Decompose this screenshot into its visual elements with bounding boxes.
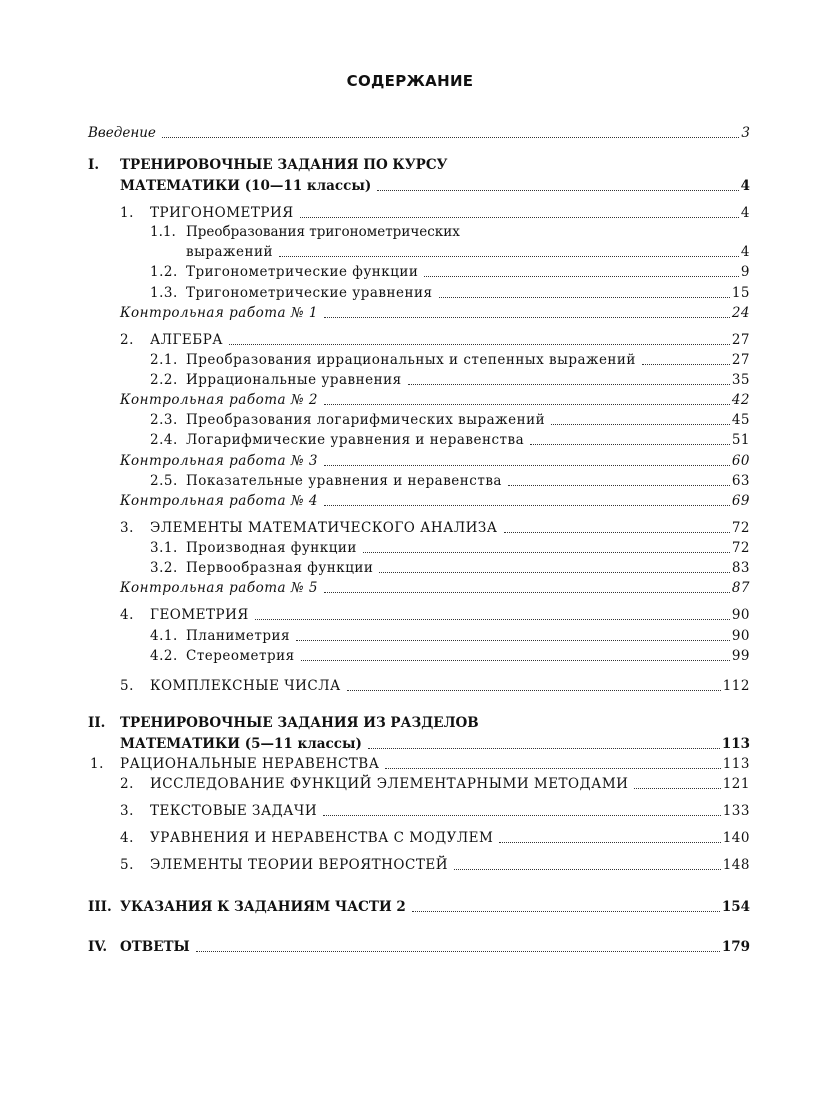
leader-dots [196, 951, 720, 952]
entry-page: 35 [731, 372, 750, 388]
leader-dots [347, 690, 721, 691]
leader-dots [551, 424, 730, 425]
toc-entry-cw1[interactable] [120, 304, 750, 322]
leader-dots [363, 552, 730, 553]
entry-title: выражений [186, 244, 273, 260]
part-2-number: II. [88, 715, 106, 731]
leader-dots [530, 444, 730, 445]
entry-title: РАЦИОНАЛЬНЫЕ НЕРАВЕНСТВА [120, 756, 380, 772]
entry-title: МАТЕМАТИКИ (10—11 классы) [120, 178, 372, 194]
leader-dots [499, 842, 720, 843]
entry-title: ОТВЕТЫ [120, 939, 190, 955]
entry-page: 113 [721, 736, 750, 752]
entry-title: Тригонометрические функции [186, 264, 419, 280]
entry-page: 69 [731, 493, 750, 509]
leader-dots [279, 256, 739, 257]
toc-entry-cw5[interactable] [120, 579, 750, 597]
entry-number: 2.2. [150, 372, 178, 388]
entry-number: IV. [88, 939, 108, 955]
toc-entry-2-1[interactable] [90, 755, 750, 773]
leader-dots [162, 137, 740, 138]
leader-dots [424, 276, 739, 277]
entry-title: Планиметрия [186, 628, 291, 644]
entry-title: Преобразования иррациональных и степенных выражений [186, 352, 636, 368]
toc-entry-1-2[interactable] [120, 331, 750, 349]
entry-title: Контрольная работа № 4 [120, 493, 319, 509]
entry-number: 3.2. [150, 560, 178, 576]
toc-entry-s25[interactable] [150, 472, 750, 490]
entry-page: 4 [740, 205, 750, 221]
toc-entry-s11-number: 1.1. [150, 224, 176, 240]
entry-page: 4 [740, 178, 750, 194]
entry-number: 1.2. [150, 264, 178, 280]
leader-dots [229, 344, 730, 345]
toc-entry-1-5[interactable] [120, 677, 750, 695]
toc-entry-s24[interactable] [150, 431, 750, 449]
entry-number: 2.3. [150, 412, 178, 428]
toc-entry-s23[interactable] [150, 411, 750, 429]
entry-title: Показательные уравнения и неравенства [186, 473, 502, 489]
leader-dots [324, 465, 730, 466]
toc-entry-s12[interactable] [150, 263, 750, 281]
entry-title: Контрольная работа № 1 [120, 305, 319, 321]
entry-page: 90 [731, 607, 750, 623]
toc-entry-s41[interactable] [150, 627, 750, 645]
entry-page: 42 [731, 392, 750, 408]
entry-title: ИССЛЕДОВАНИЕ ФУНКЦИЙ ЭЛЕМЕНТАРНЫМИ МЕТОДАМИ [150, 776, 629, 792]
entry-page: 3 [741, 125, 750, 141]
toc-entry-s21[interactable] [150, 351, 750, 369]
leader-dots [255, 619, 730, 620]
entry-page: 27 [731, 332, 750, 348]
leader-dots [368, 748, 720, 749]
entry-title: ГЕОМЕТРИЯ [150, 607, 249, 623]
leader-dots [439, 297, 730, 298]
entry-title: ТЕКСТОВЫЕ ЗАДАЧИ [150, 803, 318, 819]
entry-page: 24 [731, 305, 750, 321]
entry-number: 2. [120, 332, 134, 348]
leader-dots [634, 788, 720, 789]
entry-page: 90 [731, 628, 750, 644]
entry-page: 87 [731, 580, 750, 596]
entry-title: Контрольная работа № 2 [120, 392, 319, 408]
toc-entry-intro[interactable] [88, 124, 750, 142]
entry-page: 9 [740, 264, 750, 280]
entry-number: 1. [120, 205, 134, 221]
entry-page: 148 [722, 857, 750, 873]
leader-dots [454, 869, 721, 870]
entry-page: 121 [722, 776, 750, 792]
toc-entry-1-4[interactable] [120, 606, 750, 624]
part-1-number: I. [88, 157, 100, 173]
entry-number: 3. [120, 520, 134, 536]
toc-entry-cw4[interactable] [120, 492, 750, 510]
entry-title: Первообразная функции [186, 560, 374, 576]
toc-entry-2-2[interactable] [120, 775, 750, 793]
entry-page: 45 [731, 412, 750, 428]
entry-title: МАТЕМАТИКИ (5—11 классы) [120, 736, 362, 752]
toc-entry-s22[interactable] [150, 371, 750, 389]
toc-entry-part-1[interactable] [120, 177, 750, 195]
entry-page: 72 [731, 540, 750, 556]
entry-number: 4. [120, 830, 134, 846]
toc-entry-cw2[interactable] [120, 391, 750, 409]
leader-dots [296, 640, 730, 641]
part-1-title-line1[interactable]: ТРЕНИРОВОЧНЫЕ ЗАДАНИЯ ПО КУРСУ [120, 157, 448, 173]
toc-entry-s32[interactable] [150, 559, 750, 577]
entry-page: 99 [731, 648, 750, 664]
toc-entry-s42[interactable] [150, 647, 750, 665]
entry-number: 3.1. [150, 540, 178, 556]
entry-page: 15 [731, 285, 750, 301]
entry-title: Иррациональные уравнения [186, 372, 402, 388]
entry-title: КОМПЛЕКСНЫЕ ЧИСЛА [150, 678, 341, 694]
entry-title: Контрольная работа № 5 [120, 580, 319, 596]
entry-title: АЛГЕБРА [150, 332, 224, 348]
entry-number: 4.2. [150, 648, 178, 664]
entry-page: 154 [721, 899, 750, 915]
entry-page: 60 [731, 453, 750, 469]
part-2-title-line1[interactable]: ТРЕНИРОВОЧНЫЕ ЗАДАНИЯ ИЗ РАЗДЕЛОВ [120, 715, 479, 731]
entry-number: 2. [120, 776, 134, 792]
entry-title: Стереометрия [186, 648, 295, 664]
leader-dots [504, 532, 730, 533]
entry-page: 113 [722, 756, 750, 772]
entry-title: УКАЗАНИЯ К ЗАДАНИЯМ ЧАСТИ 2 [120, 899, 406, 915]
leader-dots [324, 505, 730, 506]
toc-entry-2-4[interactable] [120, 829, 750, 847]
entry-page: 112 [722, 678, 750, 694]
leader-dots [642, 364, 730, 365]
entry-number: 5. [120, 857, 134, 873]
entry-title: ТРИГОНОМЕТРИЯ [150, 205, 294, 221]
entry-page: 27 [731, 352, 750, 368]
entry-title: Введение [88, 125, 156, 141]
entry-page: 140 [722, 830, 750, 846]
toc-entry-s31[interactable] [150, 539, 750, 557]
toc-entry-s11[interactable] [186, 243, 750, 261]
entry-page: 83 [731, 560, 750, 576]
entry-number: 4. [120, 607, 134, 623]
entry-number: 5. [120, 678, 134, 694]
entry-number: 3. [120, 803, 134, 819]
entry-number: 2.4. [150, 432, 178, 448]
entry-title: Логарифмические уравнения и неравенства [186, 432, 525, 448]
leader-dots [324, 404, 730, 405]
toc-entry-part-2[interactable] [120, 735, 750, 753]
toc-entry-s11-line1[interactable]: Преобразования тригонометрических [186, 224, 460, 240]
entry-title: Тригонометрические уравнения [186, 285, 433, 301]
entry-page: 133 [722, 803, 750, 819]
toc-entry-1-1[interactable] [120, 204, 750, 222]
entry-page: 179 [721, 939, 750, 955]
toc-entry-part-4[interactable] [88, 938, 750, 956]
toc-entry-2-3[interactable] [120, 802, 750, 820]
entry-number: 2.1. [150, 352, 178, 368]
leader-dots [324, 317, 730, 318]
entry-number: 2.5. [150, 473, 178, 489]
leader-dots [301, 660, 730, 661]
entry-page: 72 [731, 520, 750, 536]
leader-dots [377, 190, 738, 191]
leader-dots [379, 572, 729, 573]
toc-entry-2-5[interactable] [120, 856, 750, 874]
leader-dots [385, 768, 720, 769]
entry-number: 1.3. [150, 285, 178, 301]
entry-page: 4 [740, 244, 750, 260]
entry-title: ЭЛЕМЕНТЫ ТЕОРИИ ВЕРОЯТНОСТЕЙ [150, 857, 448, 873]
entry-number: 1. [90, 756, 104, 772]
entry-title: Контрольная работа № 3 [120, 453, 319, 469]
page-title: СОДЕРЖАНИЕ [346, 72, 474, 90]
leader-dots [408, 384, 730, 385]
entry-title: Преобразования логарифмических выражений [186, 412, 546, 428]
toc-entry-cw3[interactable] [120, 452, 750, 470]
entry-title: Производная функции [186, 540, 357, 556]
leader-dots [412, 911, 720, 912]
toc-entry-part-3[interactable] [88, 898, 750, 916]
entry-title: УРАВНЕНИЯ И НЕРАВЕНСТВА С МОДУЛЕМ [150, 830, 494, 846]
toc-entry-1-3[interactable] [120, 519, 750, 537]
leader-dots [508, 485, 730, 486]
entry-page: 51 [731, 432, 750, 448]
leader-dots [300, 217, 739, 218]
entry-number: 4.1. [150, 628, 178, 644]
entry-number: III. [88, 899, 112, 915]
leader-dots [323, 815, 721, 816]
entry-page: 63 [731, 473, 750, 489]
toc-entry-s13[interactable] [150, 284, 750, 302]
leader-dots [324, 592, 730, 593]
entry-title: ЭЛЕМЕНТЫ МАТЕМАТИЧЕСКОГО АНАЛИЗА [150, 520, 498, 536]
